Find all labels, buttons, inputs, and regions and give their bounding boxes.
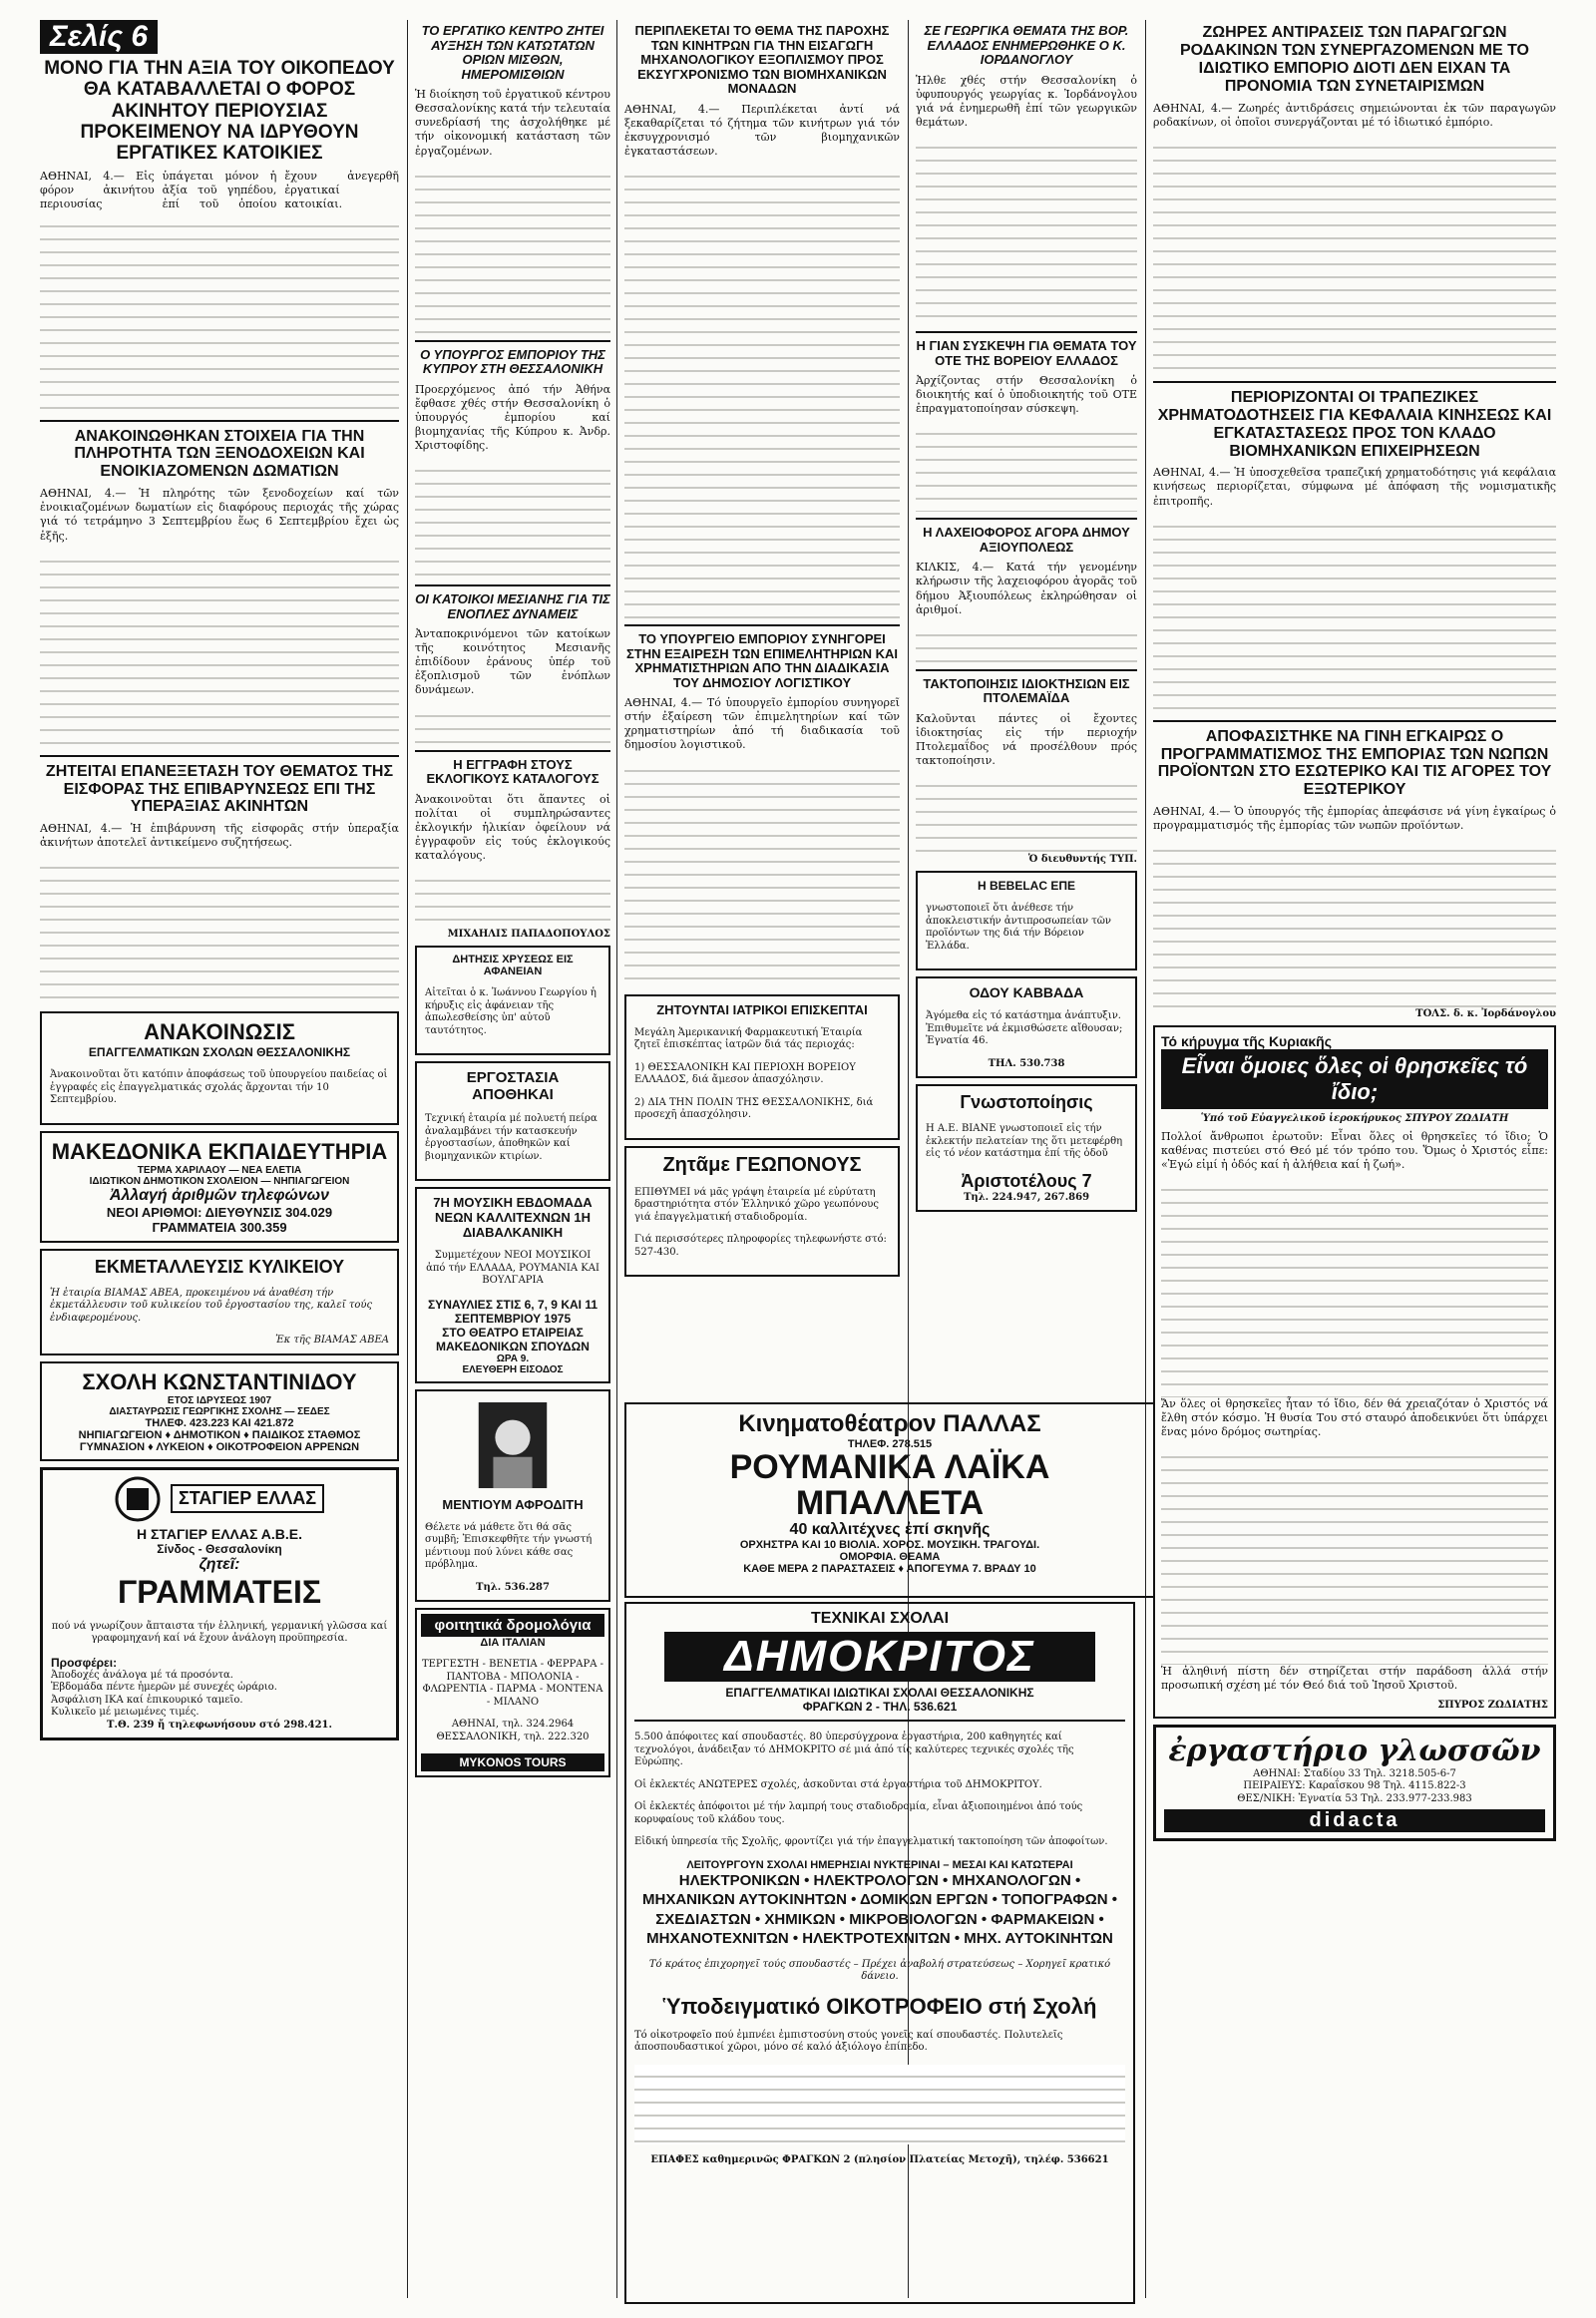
student-routes-route: ΤΕΡΓΕΣΤΗ - ΒΕΝΕΤΙΑ - ΦΕΡΡΑΡΑ - ΠΑΝΤΟΒΑ - ΜΠΟΛΟΝΙΑ - ΦΛΩΡΕΝΤΙΑ - ΠΑΡΜΑ - ΜΟΝΤΕΝΑ - ΜΙΛΑΝΟ	[421, 1659, 604, 1708]
stagier-company: Η ΣΤΑΓΙΕΡ ΕΛΛΑΣ Α.Β.Ε.	[136, 1525, 303, 1542]
article-text-block	[40, 550, 399, 749]
fresh-produce-text: ΑΘΗΝΑΙ, 4.— Ὁ ὑπουργός τῆς ἐμπορίας ἀπεφάσισε νά γίνη ἐγκαίρως ὁ προγραμματισμός τῆς ἐμπορίας τῶν νωπῶν προϊόντων.	[1153, 805, 1556, 833]
student-routes-title: φοιτητικά δρομολόγια	[421, 1614, 604, 1637]
article-text-block	[415, 869, 610, 929]
stagier-text: πού νά γνωρίζουν ἄπταιστα τήν ἑλληνική, γερμανική γλῶσσα καί γραφομηχανή καί νά ἔχουν ἀνάλογη προϋπηρεσία.	[51, 1620, 388, 1645]
peaches-text: ΑΘΗΝΑΙ, 4.— Ζωηρές ἀντιδράσεις σημειώνονται ἐκ τῶν παραγωγῶν ροδακίνων, οἱ ὁποῖοι συνεργάζονται μέ τό ἰδιωτικό ἐμπόριο.	[1153, 101, 1556, 129]
bank-credit-text: ΑΘΗΝΑΙ, 4.— Ἡ ὑποσχεθεῖσα τραπεζική χρηματοδότησις γιά κεφάλαια κινήσεως περιορίζεται, σύμφωνα μέ ἀπόφαση τῆς νομισματικῆς ἐπιτροπῆς.	[1153, 466, 1556, 508]
sermon-headline: Εἶναι ὅμοιες ὅλες οἱ θρησκεῖες τό ἴδιο;	[1161, 1049, 1548, 1109]
announcement-ad	[40, 1011, 399, 1125]
dimokritos-address: ΦΡΑΓΚΩΝ 2 - ΤΗΛ. 536.621	[802, 1700, 958, 1714]
canteen-sign: Ἐκ τῆς ΒΙΑΜΑΣ ΑΒΕΑ	[275, 1335, 389, 1347]
fresh-produce-headline: ΑΠΟΦΑΣΙΣΤΗΚΕ ΝΑ ΓΙΝΗ ΕΓΚΑΙΡΩΣ Ο ΠΡΟΓΡΑΜΜΑΤΙΣΜΟΣ ΤΗΣ ΕΜΠΟΡΙΑΣ ΤΩΝ ΝΩΠΩΝ ΠΡΟΪΟΝΤΩΝ ΣΤΟ ΕΣΩΤΕΡΙΚΟ ΚΑΙ ΤΙΣ ΑΓΟΡΕΣ ΤΟΥ ΕΞΩΤΕΡΙΚΟΥ	[1157, 727, 1552, 799]
music-week-dates: ΣΥΝΑΥΛΙΕΣ ΣΤΙΣ 6, 7, 9 ΚΑΙ 11 ΣΕΠΤΕΜΒΡΙΟΥ 1975	[427, 1297, 598, 1326]
makedonika-line: ΙΔΙΩΤΙΚΟΝ ΔΗΜΟΤΙΚΟΝ ΣΧΟΛΕΙΟΝ — ΝΗΠΙΑΓΩΓΕΙΟΝ	[89, 1175, 350, 1187]
ote-text: Ἀρχίζοντας στήν Θεσσαλονίκη ὁ διοικητής καί ὁ ὑποδιοικητής τοῦ ΟΤΕ ἐπραγματοποίησαν σύσκεψη.	[916, 374, 1137, 416]
dimokritos-depts-head: ΛΕΙΤΟΥΡΓΟΥΝ ΣΧΟΛΑΙ ΗΜΕΡΗΣΙΑΙ ΝΥΚΤΕΡΙΝΑΙ – ΜΕΣΑΙ ΚΑΙ ΚΑΤΩΤΕΡΑΙ	[686, 1858, 1073, 1871]
stagier-logo-icon	[115, 1476, 161, 1522]
canteen-text: Ἡ ἑταιρία ΒΙΑΜΑΣ ΑΒΕΑ, προκειμένου νά ἀναθέση τήν ἐκμετάλλευσιν τοῦ κυλικείου τοῦ ἐργοστασίου της, καλεῖ τούς ἐνδιαφερομένους.	[50, 1287, 373, 1324]
labor-text: Ἡ διοίκηση τοῦ ἐργατικοῦ κέντρου Θεσσαλονίκης κατά τήν τελευταία συνεδρίασή της ἀσχολήθηκε μέ τήν οἰκονομική κατάσταση τῶν ἐργαζομένων.	[415, 88, 610, 158]
kavvada-phone: ΤΗΛ. 530.738	[988, 1057, 1065, 1069]
language-lab-address: ΘΕΣ/ΝΙΚΗ: Ἐγνατία 53 Τηλ. 233.977-233.983	[1237, 1792, 1472, 1804]
article-text-block	[916, 623, 1137, 663]
language-lab-title: ἐργαστήριο γλωσσῶν	[1168, 1733, 1541, 1768]
electoral-text: Ἀνακοινοῦται ὅτι ἅπαντες οἱ πολίται οἱ συμπληρώσαντες ἐκλογικήν ἡλικίαν ὀφείλουν νά ἐγγραφοῦν εἰς τούς ἐκλογικούς καταλόγους.	[415, 792, 610, 862]
electoral-headline: Η ΕΓΓΡΑΦΗ ΣΤΟΥΣ ΕΚΛΟΓΙΚΟΥΣ ΚΑΤΑΛΟΓΟΥΣ	[426, 756, 599, 787]
music-week-title: 7Η ΜΟΥΣΙΚΗ ΕΒΔΟΜΑΔΑ ΝΕΩΝ ΚΑΛΛΙΤΕΧΝΩΝ 1Η ΔΙΑΒΑΛΚΑΝΙΚΗ	[433, 1195, 593, 1241]
school-year: ΕΤΟΣ ΙΔΡΥΣΕΩΣ 1907	[167, 1394, 272, 1406]
notice-phone: Τηλ. 224.947, 267.869	[963, 1191, 1090, 1203]
music-week-venue: ΣΤΟ ΘΕΑΤΡΟ ΕΤΑΙΡΕΙΑΣ ΜΑΚΕΔΟΝΙΚΩΝ ΣΠΟΥΔΩΝ	[436, 1325, 590, 1353]
article-text-block	[1153, 136, 1556, 375]
stagier-bullet: Ἀποδοχές ἀνάλογα μέ τά προσόντα.	[51, 1669, 233, 1681]
bebelac-title: Η BEBELAC ΕΠΕ	[977, 879, 1075, 894]
lost-title: ΔΗΤΗΣΙΣ ΧΡΥΣΕΩΣ ΕΙΣ ΑΦΑΝΕΙΑΝ	[452, 954, 574, 978]
dimokritos-bullet: Οἱ ἐκλεκτές ΑΝΩΤΕΡΕΣ σχολές, ἀσκοῦνται στά ἐργαστήρια τοῦ ΔΗΜΟΚΡΙΤΟΥ.	[634, 1778, 1042, 1790]
canteen-title: ΕΚΜΕΤΑΛΛΕΥΣΙΣ ΚΥΛΙΚΕΙΟΥ	[94, 1256, 345, 1277]
language-lab-address: ΑΘΗΝΑΙ: Σταδίου 33 Τηλ. 3218.505-6-7	[1253, 1767, 1456, 1779]
stagier-logo-text: ΣΤΑΓΙΕΡ ΕΛΛΑΣ	[171, 1484, 324, 1513]
agronomists-text: ΕΠΙΘΥΜΕΙ νά μᾶς γράψη ἐταιρεία μέ εὐρύτατη δραστηριότητα στόν Ἑλληνικό χῶρο γεωπόνους γιά ἐπαγγελματική σταδιοδρομία.	[634, 1186, 879, 1223]
fresh-produce-sign: ΤΟΛΣ. δ. κ. Ἰορδάνογλου	[1415, 1008, 1556, 1020]
peaches-headline: ΖΩΗΡΕΣ ΑΝΤΙΡΑΣΕΙΣ ΤΩΝ ΠΑΡΑΓΩΓΩΝ ΡΟΔΑΚΙΝΩΝ ΤΩΝ ΣΥΝΕΡΓΑΖΟΜΕΝΩΝ ΜΕ ΤΟ ΙΔΙΩΤΙΚΟ ΕΜΠΟΡΙΟ ΔΙΟΤΙ ΔΕΝ ΕΙΧΑΝ ΤΑ ΠΡΟΝΟΜΙΑ ΤΩΝ ΣΥΝΕΤΑΙΡΙΣΜΩΝ	[1179, 24, 1529, 95]
lost-text: Αἰτεῖται ὁ κ. Ἰωάννου Γεωργίου ἡ κήρυξις εἰς ἀφάνειαν τῆς ἀπωλεσθείσης ὑπ' αὐτοῦ ταυτότητος.	[425, 987, 597, 1036]
dimokritos-note: Τό κράτος ἐπιχορηγεῖ τούς σπουδαστές – Πρέχει ἀναβολή στρατεύσεως – Χορηγεῖ κρατικό δάνειο.	[648, 1958, 1111, 1982]
pallas-times: ΚΑΘΕ ΜΕΡΑ 2 ΠΑΡΑΣΤΑΣΕΙΣ ♦ ΑΠΟΓΕΥΜΑ 7. ΒΡΑΔΥ 10	[743, 1563, 1036, 1576]
sunday-sermon	[1153, 1025, 1556, 1718]
column-rule	[616, 20, 617, 2298]
medical-reps-ad	[624, 994, 900, 1140]
column-rule	[407, 20, 408, 2298]
article-text-block	[40, 856, 399, 1005]
agronomists-phone: Γιά περισσότερες πληροφορίες τηλεφωνήστε στό: 527-430.	[634, 1234, 887, 1258]
sermon-byline: Ὑπό τοῦ Εὐαγγελικοῦ ἱεροκήρυκος ΣΠΥΡΟΥ ΖΩΔΙΑΤΗ	[1200, 1113, 1509, 1125]
medium-portrait-icon	[425, 1397, 600, 1493]
electoral-sign: ΜΙΧΑΗΛΙΣ ΠΑΠΑΔΟΠΟΥΛΟΣ	[447, 929, 610, 941]
kavvada-title: ΟΔΟΥ ΚΑΒΒΑΔΑ	[969, 984, 1084, 1001]
pallas-subtitle: 40 καλλιτέχνες ἐπί σκηνῆς	[789, 1521, 991, 1539]
notice-ad	[916, 1084, 1137, 1212]
pallas-title: Κινηματοθέατρον ΠΑΛΛΑΣ	[738, 1410, 1041, 1437]
ptolemaida-headline: ΤΑΚΤΟΠΟΙΗΣΙΣ ΙΔΙΟΚΤΗΣΙΩΝ ΕΙΣ ΠΤΟΛΕΜΑΪΔΑ	[923, 675, 1130, 706]
school-address: ΔΙΑΣΤΑΥΡΩΣΙΣ ΓΕΩΡΓΙΚΗΣ ΣΧΟΛΗΣ — ΣΕΔΕΣ	[109, 1405, 330, 1417]
article-text-block	[1153, 839, 1556, 1008]
medium-title: ΜΕΝΤΙΟΥΜ ΑΦΡΟΔΙΤΗ	[442, 1496, 584, 1512]
kavvada-text: Ἀγόμεθα εἰς τό κατάστημα ἀνάπτυξιν. Ἐπιθυμεῖτε νά ἐκμισθώσετε αἴθουσαν; Ἐγνατία 46.	[926, 1010, 1123, 1047]
dimokritos-bullet: Εἰδική ὑπηρεσία τῆς Σχολῆς, φροντίζει γιά τήν ἐπαγγελματική τακτοποίηση τῶν ἀποφοίτων.	[634, 1836, 1108, 1847]
labor-headline: ΤΟ ΕΡΓΑΤΙΚΟ ΚΕΝΤΡΟ ΖΗΤΕΙ ΑΥΞΗΣΗ ΤΩΝ ΚΑΤΩΤΑΤΩΝ ΟΡΙΩΝ ΜΙΣΘΩΝ, ΗΜΕΡΟΜΙΣΘΙΩΝ	[421, 23, 604, 82]
canteen-ad	[40, 1249, 399, 1355]
column-rule	[1145, 20, 1146, 2298]
property-tax-text: ΑΘΗΝΑΙ, 4.— Ἡ ἐπιβάρυνση τῆς εἰσφορᾶς στήν ὑπεραξία ἀκινήτων ἀποτελεῖ ἀντικείμενο συζητήσεως.	[40, 822, 399, 850]
article-text-block	[1161, 1178, 1548, 1397]
announcement-subtitle: ΕΠΑΓΓΕΛΜΑΤΙΚΩΝ ΣΧΟΛΩΝ ΘΕΣΣΑΛΟΝΙΚΗΣ	[88, 1045, 351, 1060]
medical-reps-item: 1) ΘΕΣΣΑΛΟΝΙΚΗ ΚΑΙ ΠΕΡΙΟΧΗ ΒΟΡΕΙΟΥ ΕΛΛΑΔΟΣ, διά ἄμεσον ἀπασχόλησιν.	[634, 1061, 856, 1086]
commerce-ministry-text: ΑΘΗΝΑΙ, 4.— Τό ὑπουργεῖο ἐμπορίου συνηγορεῖ στήν ἐξαίρεση τῶν ἐπιμελητηρίων καί τῶν χρηματιστηρίων ἀπό τή διαδικασία τοῦ δημοσίου λογιστικοῦ.	[624, 696, 900, 752]
stagier-job-title: ΓΡΑΜΜΑΤΕΙΣ	[117, 1573, 322, 1610]
factory-text: Τεχνική ἑταιρία μέ πολυετή πείρα ἀναλαμβάνει τήν κατασκευήν ἐργοστασίων, ἀποθηκῶν καί βιομηχανικῶν κτιρίων.	[425, 1113, 598, 1162]
dimokritos-board-text: Τό οἰκοτροφεῖο πού ἐμπνέει ἐμπιστοσύνη στούς γονεῖς καί σπουδαστές. Πολυτελεῖς ἀποσπουδαστικοί χῶροι, μόνο σέ καλό ἀξιόλογο ἐπίπεδο.	[634, 2029, 1063, 2053]
school-title: ΣΧΟΛΗ ΚΩΝΣΤΑΝΤΙΝΙΔΟΥ	[82, 1368, 357, 1394]
article-text-block	[916, 422, 1137, 512]
incentives-text: ΑΘΗΝΑΙ, 4.— Περιπλέκεται ἀντί νά ξεκαθαρίζεται τό ζήτημα τῶν κινήτρων γιά τόν ἐκσυγχρονισμό τῶν βιομηχανικῶν ἐγκαταστάσεων.	[624, 102, 900, 158]
music-week-free: ΕΛΕΥΘΕΡΗ ΕΙΣΟΔΟΣ	[462, 1363, 564, 1375]
lost-notice	[415, 946, 610, 1055]
sermon-label: Τό κήρυγμα τῆς Κυριακῆς	[1161, 1033, 1332, 1050]
makedonika-secretariat: ΓΡΑΜΜΑΤΕΙΑ 300.359	[152, 1219, 287, 1235]
makedonika-numbers: ΝΕΟΙ ΑΡΙΘΜΟΙ: ΔΙΕΥΘΥΝΣΙΣ 304.029	[106, 1204, 333, 1220]
school-phone: ΤΗΛΕΦ. 423.223 ΚΑΙ 421.872	[145, 1416, 294, 1429]
stagier-contact: Τ.Θ. 239 ἤ τηλεφωνήσουν στό 298.421.	[107, 1719, 332, 1731]
kavvada-ad	[916, 976, 1137, 1078]
dimokritos-top: ΤΕΧΝΙΚΑΙ ΣΧΟΛΑΙ	[810, 1610, 950, 1627]
commerce-ministry-headline: ΤΟ ΥΠΟΥΡΓΕΙΟ ΕΜΠΟΡΙΟΥ ΣΥΝΗΓΟΡΕΙ ΣΤΗΝ ΕΞΑΙΡΕΣΗ ΤΩΝ ΕΠΙΜΕΛΗΤΗΡΙΩΝ ΚΑΙ ΧΡΗΜΑΤΙΣΤΗΡΙΩΝ ΑΠΟ ΤΗΝ ΔΙΑΔΙΚΑΣΙΑ ΤΟΥ ΔΗΜΟΣΙΟΥ ΛΟΓΙΣΤΙΚΟΥ	[625, 631, 899, 690]
article-text-block	[1161, 1445, 1548, 1665]
student-routes-phone: ΑΘΗΝΑΙ, τηλ. 324.2964 ΘΕΣΣΑΛΟΝΙΚΗ, τηλ. 222.320	[436, 1719, 590, 1742]
dimokritos-board-title: Ὑποδειγματικό ΟΙΚΟΤΡΟΦΕΙΟ στή Σχολή	[662, 1993, 1097, 2019]
agronomists-title: Ζητᾶμε ΓΕΩΠΟΝΟΥΣ	[662, 1153, 862, 1176]
article-text-block	[415, 165, 610, 334]
lead-text: ΑΘΗΝΑΙ, 4.— Εἰς φόρον ἀκινήτου περιουσίας ὑπάγεται μόνον ἡ ἀξία τοῦ γηπέδου, ἐπί τοῦ ὁποίου ἔχουν ἀνεγερθῆ ἐργατικαί κατοικίαι.	[40, 170, 399, 211]
property-tax-headline: ΖΗΤΕΙΤΑΙ ΕΠΑΝΕΞΕΤΑΣΗ ΤΟΥ ΘΕΜΑΤΟΣ ΤΗΣ ΕΙΣΦΟΡΑΣ ΤΗΣ ΕΠΙΒΑΡΥΝΣΕΩΣ ΕΠΙ ΤΗΣ ΥΠΕΡΑΞΙΑΣ ΑΚΙΝΗΤΩΝ	[45, 762, 394, 816]
article-text-block	[624, 759, 900, 988]
hotels-text: ΑΘΗΝΑΙ, 4.— Ἡ πληρότης τῶν ξενοδοχείων καί τῶν ἐνοικιαζομένων δωματίων εἰς διαφόρους περιοχάς τῆς χώρας γιά τό τετράμηνο 3 Σεπτεμβρίου ἕως 6 Σεπτεμβρίου ἔχει ὡς ἑξῆς.	[40, 487, 399, 543]
student-routes-sub: ΔΙΑ ΙΤΑΛΙΑΝ	[480, 1637, 546, 1650]
makedonika-ad	[40, 1131, 399, 1243]
pallas-cinema-ad	[624, 1402, 1155, 1598]
dimokritos-depts: ΗΛΕΚΤΡΟΝΙΚΩΝ • ΗΛΕΚΤΡΟΛΟΓΩΝ • ΜΗΧΑΝΟΛΟΓΩΝ • ΜΗΧΑΝΙΚΩΝ ΑΥΤΟΚΙΝΗΤΩΝ • ΔΟΜΙΚΩΝ ΕΡΓΩΝ • ΤΟΠΟΓΡΑΦΩΝ • ΣΧΕΔΙΑΣΤΩΝ • ΧΗΜΙΚΩΝ • ΜΙΚΡΟΒΙΟΛΟΓΩΝ • ΦΑΡΜΑΚΕΙΩΝ • ΜΗΧΑΝΟΤΕΧΝΙΤΩΝ • ΗΛΕΚΤΡΟΤΕΧΝΙΤΩΝ • ΜΗΧ. ΑΥΤΟΚΙΝΗΤΩΝ	[642, 1871, 1117, 1947]
cyprus-minister-text: Προερχόμενος ἀπό τήν Ἀθήνα ἔφθασε χθές στήν Θεσσαλονίκη ὁ ὑπουργός ἐμπορίου καί βιομηχανίας τῆς Κύπρου κ. Ἀνδρ. Χριστοφίδης.	[415, 382, 610, 452]
dimokritos-contact: ΕΠΑΦΕΣ καθημερινῶς ΦΡΑΓΚΩΝ 2 (πλησίον Πλατείας Μετοχῆ), τηλέφ. 536621	[650, 2153, 1109, 2165]
school-ad	[40, 1361, 399, 1461]
didacta-logo: didacta	[1164, 1809, 1545, 1832]
article-text-block	[40, 214, 399, 414]
sermon-paragraph: Ἡ ἀληθινή πίστη δέν στηρίζεται στήν παράδοση ἀλλά στήν προσωπική σχέση μέ τόν Θεό διά τοῦ Ἰησοῦ Χριστοῦ.	[1161, 1665, 1548, 1693]
sermon-sign: ΣΠΥΡΟΣ ΖΩΔΙΑΤΗΣ	[1437, 1699, 1548, 1711]
medical-reps-text: Μεγάλη Ἀμερικανική Φαρμακευτική Ἑταιρία ζητεῖ ἐπισκέπτας ἰατρῶν διά τάς περιοχάς:	[634, 1026, 863, 1051]
column-4	[916, 20, 1137, 1376]
incentives-headline: ΠΕΡΙΠΛΕΚΕΤΑΙ ΤΟ ΘΕΜΑ ΤΗΣ ΠΑΡΟΧΗΣ ΤΩΝ ΚΙΝΗΤΡΩΝ ΓΙΑ ΤΗΝ ΕΙΣΑΓΩΓΗ ΜΗΧΑΝΟΛΟΓΙΚΟΥ ΕΞΟΠΛΙΣΜΟΥ ΠΡΟΣ ΕΚΣΥΓΧΡΟΝΙΣΜΟ ΤΩΝ ΒΙΟΜΗΧΑΝΙΚΩΝ ΜΟΝΑΔΩΝ	[634, 23, 890, 97]
article-text-block	[1153, 515, 1556, 714]
pallas-big-title: ΡΟΥΜΑΝΙΚΑ ΛΑΪΚΑ ΜΠΑΛΛΕΤΑ	[729, 1448, 1050, 1522]
agriculture-headline: ΣΕ ΓΕΩΡΓΙΚΑ ΘΕΜΑΤΑ ΤΗΣ ΒΟΡ. ΕΛΛΑΔΟΣ ΕΝΗΜΕΡΩΘΗΚΕ Ο Κ. ΙΟΡΔΑΝΟΓΛΟΥ	[924, 23, 1129, 68]
agriculture-text: Ἡλθε χθές στήν Θεσσαλονίκη ὁ ὑφυπουργός γεωργίας κ. Ἰορδάνογλου γιά νά ἐνημερωθῆ ἐπί τῶν γεωργικῶν θεμάτων.	[916, 73, 1137, 129]
medical-reps-item: 2) ΔΙΑ ΤΗΝ ΠΟΛΙΝ ΤΗΣ ΘΕΣΣΑΛΟΝΙΚΗΣ, διά προσεχῆ ἀπασχόλησιν.	[634, 1096, 874, 1121]
pallas-line: ΟΡΧΗΣΤΡΑ ΚΑΙ 10 ΒΙΟΛΙΑ. ΧΟΡΟΣ. ΜΟΥΣΙΚΗ. ΤΡΑΓΟΥΔΙ.	[739, 1539, 1040, 1552]
hotels-headline: ΑΝΑΚΟΙΝΩΘΗΚΑΝ ΣΤΟΙΧΕΙΑ ΓΙΑ ΤΗΝ ΠΛΗΡΟΤΗΤΑ ΤΩΝ ΞΕΝΟΔΟΧΕΙΩΝ ΚΑΙ ΕΝΟΙΚΙΑΖΟΜΕΝΩΝ ΔΩΜΑΤΙΩΝ	[74, 427, 365, 481]
mykonos-tours-logo: MYKONOS TOURS	[421, 1753, 604, 1771]
music-week-text: Συμμετέχουν ΝΕΟΙ ΜΟΥΣΙΚΟΙ ἀπό τήν ΕΛΛΑΔΑ, ΡΟΥΜΑΝΙΑ ΚΑΙ ΒΟΥΛΓΑΡΙΑ	[426, 1250, 599, 1287]
mesiani-headline: ΟΙ ΚΑΤΟΙΚΟΙ ΜΕΣΙΑΝΗΣ ΓΙΑ ΤΙΣ ΕΝΟΠΛΕΣ ΔΥΝΑΜΕΙΣ	[415, 591, 610, 621]
article-text-block	[916, 136, 1137, 325]
bebelac-ad	[916, 871, 1137, 970]
article-text-block	[916, 774, 1137, 854]
medium-phone: Τηλ. 536.287	[476, 1581, 550, 1593]
factory-ad	[415, 1061, 610, 1181]
dimokritos-name: ΔΗΜΟΚΡΙΤΟΣ	[664, 1632, 1095, 1682]
article-text-block	[415, 704, 610, 744]
sermon-paragraph: Πολλοί ἄνθρωποι ἐρωτοῦν: Εἶναι ὅλες οἱ θρησκεῖες τό ἴδιο; Ὁ καθένας πιστεύει στό Θεό μέ τόν τρόπο του. Ὅμως ὁ Χριστός εἶπε: «Ἐγώ εἰμί ἡ ὁδός καί ἡ ἀλήθεια καί ἡ ζωή».	[1161, 1129, 1548, 1172]
column-2	[415, 20, 610, 1783]
medium-ad	[415, 1389, 610, 1603]
dimokritos-bullet: 5.500 ἀπόφοιτες καί σπουδαστές. 80 ὑπερσύγχρονα ἐργαστήρια, 200 καθηγητές καί τεχνολόγοι, ἀνάδειξαν τό ΔΗΜΟΚΡΙΤΟ σέ μιά ἀπό τίς καλύτερες τεχνικές σχολές τῆς Εὐρώπης.	[634, 1732, 1074, 1767]
page-label: Σελίς 6	[40, 20, 158, 54]
ptolemaida-text: Καλοῦνται πάντες οἱ ἔχοντες ἰδιοκτησίας εἰς τήν περιοχήν Πτολεμαΐδος νά προσέλθουν πρός τακτοποίησιν.	[916, 711, 1137, 768]
medium-text: Θέλετε νά μάθετε ὅτι θά σᾶς συμβῆ; Ἐπισκεφθῆτε τήν γνωστή μέντιουμ πού λύνει κάθε σας πρόβλημα.	[425, 1521, 593, 1571]
article-text-block	[634, 2065, 1125, 2144]
lottery-headline: Η ΛΑΧΕΙΟΦΟΡΟΣ ΑΓΟΡΑ ΔΗΜΟΥ ΑΞΙΟΥΠΟΛΕΩΣ	[923, 525, 1130, 555]
notice-text: Η Α.Ε. ΒΙΑΝΕ γνωστοποιεῖ εἰς τήν ἐκλεκτήν πελατείαν της ὅτι μετεφέρθη εἰς τό νέον κατάστημα ἐπί τῆς ὁδοῦ	[926, 1123, 1123, 1160]
school-levels: ΝΗΠΙΑΓΩΓΕΙΟΝ ♦ ΔΗΜΟΤΙΚΟΝ ♦ ΠΑΙΔΙΚΟΣ ΣΤΑΘΜΟΣ	[78, 1428, 361, 1441]
stagier-offer: Προσφέρει:	[51, 1655, 118, 1670]
lottery-text: ΚΙΛΚΙΣ, 4.— Κατά τήν γενομένην κλήρωσιν τῆς λαχειοφόρου ἀγορᾶς τοῦ δήμου Ἀξιουπόλεως ἐκληρώθησαν οἱ ἀριθμοί.	[916, 561, 1137, 616]
announcement-title: ΑΝΑΚΟΙΝΩΣΙΣ	[144, 1019, 295, 1045]
stagier-seeks: ζητεῖ:	[199, 1555, 240, 1573]
sermon-paragraph: Ἄν ὅλες οἱ θρησκεῖες ἦταν τό ἴδιο, δέν θά χρειαζόταν ὁ Χριστός νά ἔλθη στόν κόσμο. Ἡ θυσία Του στό σταυρό ἀποδεικνύει ὅτι ὑπάρχει ἕνας μόνο δρόμος σωτηρίας.	[1161, 1397, 1548, 1439]
ote-headline: Η ΓΙΑΝ ΣΥΣΚΕΨΗ ΓΙΑ ΘΕΜΑΤΑ ΤΟΥ ΟΤΕ ΤΗΣ ΒΟΡΕΙΟΥ ΕΛΛΑΔΟΣ	[916, 337, 1137, 368]
ptolemaida-sign: Ὁ διευθυντής ΤΥΠ.	[1028, 854, 1137, 866]
article-text-block	[624, 165, 900, 618]
column-1	[40, 20, 399, 1746]
stagier-ad	[40, 1467, 399, 1741]
pallas-phone: ΤΗΛΕΦ. 278.515	[847, 1438, 933, 1450]
bebelac-text: γνωστοποιεῖ ὅτι ἀνέθεσε τήν ἀποκλειστικήν ἀντιπροσωπείαν τῶν προϊόντων της διά τήν Βόρειον Ἑλλάδα.	[926, 903, 1112, 952]
cyprus-minister-headline: Ο ΥΠΟΥΡΓΟΣ ΕΜΠΟΡΙΟΥ ΤΗΣ ΚΥΠΡΟΥ ΣΤΗ ΘΕΣΣΑΛΟΝΙΚΗ	[420, 346, 605, 377]
student-routes-ad	[415, 1608, 610, 1777]
announcement-text: Ἀνακοινοῦται ὅτι κατόπιν ἀποφάσεως τοῦ ὑπουργείου παιδείας οἱ ἐγγραφές εἰς ἐπαγγελματικάς σχολάς ἄρχονται τήν 10 Σεπτεμβρίου.	[50, 1069, 388, 1106]
stagier-bullet: Ἑβδομάδα πέντε ἡμερῶν μέ συνεχές ὡράριο.	[51, 1682, 277, 1694]
agronomists-ad	[624, 1146, 900, 1278]
column-3	[624, 20, 900, 1283]
school-levels: ΓΥΜΝΑΣΙΟΝ ♦ ΛΥΚΕΙΟΝ ♦ ΟΙΚΟΤΡΟΦΕΙΟΝ ΑΡΡΕΝΩΝ	[79, 1440, 360, 1453]
dimokritos-ad	[624, 1602, 1135, 2304]
lead-headline: ΜΟΝΟ ΓΙΑ ΤΗΝ ΑΞΙΑ ΤΟΥ ΟΙΚΟΠΕΔΟΥ ΘΑ ΚΑΤΑΒΑΛΛΕΤΑΙ Ο ΦΟΡΟΣ ΑΚΙΝΗΤΟΥ ΠΕΡΙΟΥΣΙΑΣ ΠΡΟΚΕΙΜΕΝΟΥ ΝΑ ΙΔΡΥΘΟΥΝ ΕΡΓΑΤΙΚΕΣ ΚΑΤΟΙΚΙΕΣ	[44, 58, 395, 165]
stagier-bullet: Ἀσφάλιση ΙΚΑ καί ἐπικουρικό ταμεῖο.	[51, 1694, 243, 1706]
bank-credit-headline: ΠΕΡΙΟΡΙΖΟΝΤΑΙ ΟΙ ΤΡΑΠΕΖΙΚΕΣ ΧΡΗΜΑΤΟΔΟΤΗΣΕΙΣ ΓΙΑ ΚΕΦΑΛΑΙΑ ΚΙΝΗΣΕΩΣ ΚΑΙ ΕΓΚΑΤΑΣΤΑΣΕΩΣ ΠΡΟΣ ΤΟΝ ΚΛΑΔΟ ΒΙΟΜΗΧΑΝΙΚΩΝ ΕΠΙΧΕΙΡΗΣΕΩΝ	[1157, 388, 1552, 460]
medical-reps-title: ΖΗΤΟΥΝΤΑΙ ΙΑΤΡΙΚΟΙ ΕΠΙΣΚΕΠΤΑΙ	[656, 1001, 868, 1017]
dimokritos-bullet: Οἱ ἐκλεκτές ἀπόφοιτοι μέ τήν λαμπρή τους σταδιοδρομία, εἶναι ἀξιοποιημένοι ἀπό τούς κορυφαίους τοῦ κλάδου τους.	[634, 1801, 1083, 1825]
stagier-place: Σίνδος - Θεσσαλονίκη	[157, 1541, 282, 1556]
notice-address: Ἀριστοτέλους 7	[961, 1170, 1092, 1191]
factory-title: ΕΡΓΟΣΤΑΣΙΑ	[466, 1069, 560, 1087]
lead-article	[40, 170, 399, 213]
factory-subtitle: ΑΠΟΘΗΚΑΙ	[472, 1086, 554, 1104]
music-week-ad	[415, 1187, 610, 1383]
language-lab-address: ΠΕΙΡΑΙΕΥΣ: Καραΐσκου 98 Τηλ. 4115.822-3	[1243, 1780, 1466, 1792]
notice-title: Γνωστοποίησις	[960, 1092, 1093, 1113]
makedonika-title: ΜΑΚΕΔΟΝΙΚΑ ΕΚΠΑΙΔΕΥΤΗΡΙΑ	[51, 1138, 388, 1164]
dimokritos-sub: ΕΠΑΓΓΕΛΜΑΤΙΚΑΙ ΙΔΙΩΤΙΚΑΙ ΣΧΟΛΑΙ ΘΕΣΣΑΛΟΝΙΚΗΣ	[725, 1686, 1034, 1700]
mesiani-text: Ἀνταποκρινόμενοι τῶν κατοίκων τῆς κοινότητος Μεσιανῆς ἐπιδίδουν ἐράνους ὑπέρ τοῦ ἐξοπλισμοῦ τῶν ἐνόπλων δυνάμεων.	[415, 627, 610, 697]
makedonika-phone-change: Ἀλλαγή ἀριθμῶν τηλεφώνων	[109, 1186, 330, 1204]
makedonika-address: ΤΕΡΜΑ ΧΑΡΙΛΑΟΥ — ΝΕΑ ΕΛΕΤΙΑ	[137, 1164, 302, 1176]
pallas-omorfia: ΟΜΟΡΦΙΑ. ΘΕΑΜΑ	[839, 1551, 941, 1564]
language-lab-ad	[1153, 1725, 1556, 1842]
music-week-time: ΩΡΑ 9.	[496, 1352, 530, 1364]
stagier-bullet: Κυλικεῖο μέ μειωμένες τιμές.	[51, 1707, 200, 1719]
column-5	[1153, 20, 1556, 1847]
article-text-block	[415, 459, 610, 579]
